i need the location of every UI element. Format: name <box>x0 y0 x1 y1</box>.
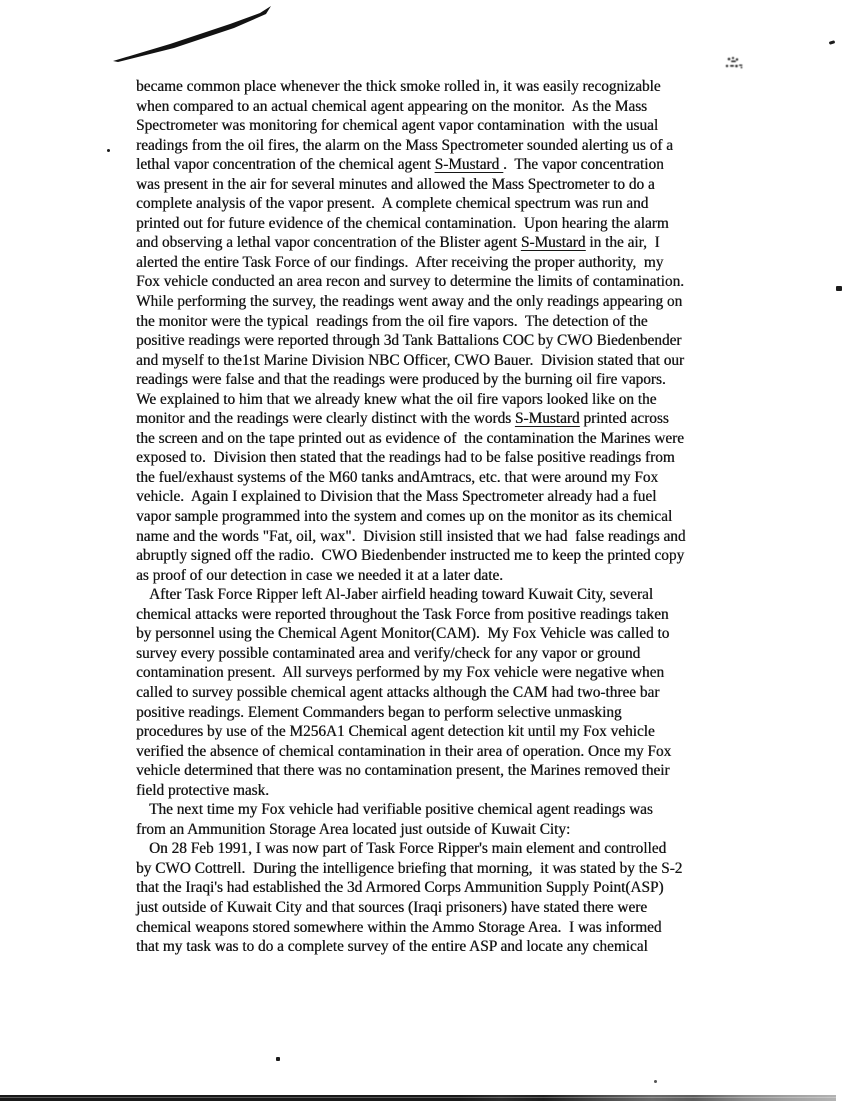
text-segment: by personnel using the Chemical Agent Monitor(CAM). My Fox Vehicle was called to <box>136 625 670 643</box>
text-line <box>136 703 736 723</box>
text-segment: We explained to him that we already knew what the oil fire vapors looked like on the <box>136 390 657 408</box>
text-line <box>136 155 736 175</box>
text-line <box>136 761 736 781</box>
text-line <box>136 683 736 703</box>
text-segment: vehicle determined that there was no contamination present, the Marines removed their <box>136 762 670 780</box>
text-line <box>136 722 736 742</box>
text-line <box>136 566 736 586</box>
text-segment: as proof of our detection in case we needed it at a later date. <box>136 566 503 584</box>
text-line <box>136 820 736 840</box>
text-segment: complete analysis of the vapor present. A complete chemical spectrum was run and <box>136 195 649 213</box>
text-line <box>136 527 736 547</box>
text-segment: the monitor were the typical readings from the oil fire vapors. The detection of the <box>136 312 648 330</box>
text-line <box>136 859 736 879</box>
text-line <box>136 487 736 507</box>
underlined-term: S-Mustard <box>520 234 586 252</box>
text-line <box>136 292 736 312</box>
page-number-smudge-icon <box>723 55 747 75</box>
text-line <box>136 370 736 390</box>
text-line <box>136 839 736 859</box>
text-line <box>136 390 736 410</box>
text-segment: from an Ammunition Storage Area located just outside of Kuwait City: <box>136 820 571 838</box>
scan-speck-top-right <box>829 40 836 45</box>
text-line <box>136 175 736 195</box>
pen-stroke-mark <box>110 4 280 66</box>
scan-speck-right-margin <box>836 286 842 291</box>
scan-speck-bottom-1 <box>276 1057 280 1061</box>
text-line <box>136 742 736 762</box>
text-line <box>136 605 736 625</box>
text-line <box>136 312 736 332</box>
text-segment: became common place whenever the thick smoke rolled in, it was easily recognizable <box>136 78 661 95</box>
text-segment: readings were false and that the readings were produced by the burning oil fire vapors. <box>136 371 666 389</box>
text-line <box>136 800 736 820</box>
text-segment: in the air, I <box>585 234 660 252</box>
text-segment: Fox vehicle conducted an area recon and survey to determine the limits of contamination. <box>136 273 684 291</box>
text-segment: monitor and the readings were clearly distinct with the words <box>136 410 515 428</box>
text-line <box>136 77 736 97</box>
text-line <box>136 331 736 351</box>
text-segment: that the Iraqi's had established the 3d Armored Corps Ammunition Supply Point(ASP) <box>136 879 664 897</box>
text-line <box>136 644 736 664</box>
text-segment: On 28 Feb 1991, I was now part of Task Force Ripper's main element and controlled <box>149 840 667 858</box>
text-line <box>136 116 736 136</box>
text-line <box>136 448 736 468</box>
text-segment: Spectrometer was monitoring for chemical agent vapor contamination with the usual <box>136 117 659 135</box>
text-segment: called to survey possible chemical agent attacks although the CAM had two-three bar <box>136 683 660 701</box>
paragraph <box>136 839 736 956</box>
pen-stroke-shape <box>113 6 271 62</box>
text-segment: verified the absence of chemical contamination in their area of operation. Once my Fox <box>136 742 672 760</box>
text-segment: contamination present. All surveys performed by my Fox vehicle were negative when <box>136 664 665 682</box>
scan-speck-bottom-2 <box>654 1080 657 1083</box>
text-segment: abruptly signed off the radio. CWO Biedenbender instructed me to keep the printed copy <box>136 547 685 565</box>
photocopy-edge-bar <box>0 1095 836 1101</box>
text-segment: when compared to an actual chemical agent appearing on the monitor. As the Mass <box>136 97 648 115</box>
text-line <box>136 918 736 938</box>
text-segment: printed out for future evidence of the chemical contamination. Upon hearing the alarm <box>136 214 669 232</box>
text-segment: positive readings. Element Commanders began to perform selective unmasking <box>136 703 622 721</box>
text-line <box>136 429 736 449</box>
text-segment: vapor sample programmed into the system and comes up on the monitor as its chemical <box>136 508 673 526</box>
text-segment: and observing a lethal vapor concentration of the Blister agent <box>136 234 521 252</box>
text-segment: vehicle. Again I explained to Division that the Mass Spectrometer already had a fuel <box>136 488 657 506</box>
text-line <box>136 97 736 117</box>
paragraph <box>136 585 736 800</box>
text-segment: procedures by use of the M256A1 Chemical agent detection kit until my Fox vehicle <box>136 723 655 741</box>
text-line <box>136 351 736 371</box>
text-segment: survey every possible contaminated area and verify/check for any vapor or ground <box>136 644 641 662</box>
text-segment: After Task Force Ripper left Al-Jaber airfield heading toward Kuwait City, several <box>149 586 653 604</box>
text-line <box>136 233 736 253</box>
text-line <box>136 781 736 801</box>
text-line <box>136 878 736 898</box>
underlined-term: S-Mustard <box>434 156 504 174</box>
text-line <box>136 272 736 292</box>
text-line <box>136 409 736 429</box>
text-line <box>136 468 736 488</box>
text-line <box>136 898 736 918</box>
text-segment: chemical weapons stored somewhere within the Ammo Storage Area. I was informed <box>136 918 662 936</box>
text-segment: alerted the entire Task Force of our findings. After receiving the proper authority, my <box>136 253 664 271</box>
text-segment: The next time my Fox vehicle had verifiable positive chemical agent readings was <box>149 801 653 819</box>
photocopy-edge-bar-gap <box>0 1097 836 1098</box>
text-segment: just outside of Kuwait City and that sources (Iraqi prisoners) have stated there were <box>136 898 648 916</box>
text-line <box>136 194 736 214</box>
text-line <box>136 507 736 527</box>
text-line <box>136 663 736 683</box>
text-segment: readings from the oil fires, the alarm on the Mass Spectrometer sounded alerting us of a <box>136 136 673 154</box>
text-line <box>136 136 736 156</box>
text-segment: . The vapor concentration <box>503 156 664 174</box>
text-segment: that my task was to do a complete survey of the entire ASP and locate any chemical <box>136 938 648 956</box>
text-segment: field protective mask. <box>136 781 269 799</box>
text-segment: positive readings were reported through 3d Tank Battalions COC by CWO Biedenbender <box>136 332 682 350</box>
text-segment: the fuel/exhaust systems of the M60 tanks andAmtracs, etc. that were around my Fox <box>136 468 659 486</box>
text-segment: While performing the survey, the readings went away and the only readings appearing on <box>136 293 683 311</box>
text-segment: name and the words "Fat, oil, wax". Division still insisted that we had false readings and <box>136 527 686 545</box>
document-text <box>136 77 736 957</box>
text-segment: the screen and on the tape printed out as evidence of the contamination the Marines were <box>136 429 684 447</box>
text-segment: was present in the air for several minutes and allowed the Mass Spectrometer to do a <box>136 175 655 193</box>
text-segment: exposed to. Division then stated that the readings had to be false positive readings from <box>136 449 675 467</box>
text-line <box>136 253 736 273</box>
text-line <box>136 546 736 566</box>
text-line <box>136 937 736 957</box>
text-segment: lethal vapor concentration of the chemical agent <box>136 156 435 174</box>
paragraph <box>136 77 736 585</box>
text-line <box>136 214 736 234</box>
text-line <box>136 624 736 644</box>
underlined-term: S-Mustard <box>514 410 580 428</box>
text-line <box>136 585 736 605</box>
paragraph <box>136 800 736 839</box>
text-segment: by CWO Cottrell. During the intelligence briefing that morning, it was stated by the S-2 <box>136 859 683 877</box>
text-segment: chemical attacks were reported throughout the Task Force from positive readings taken <box>136 605 669 623</box>
text-segment: and myself to the1st Marine Division NBC Officer, CWO Bauer. Division stated that our <box>136 351 685 369</box>
scan-speck-left-margin <box>107 149 110 152</box>
text-segment: printed across <box>579 410 669 428</box>
